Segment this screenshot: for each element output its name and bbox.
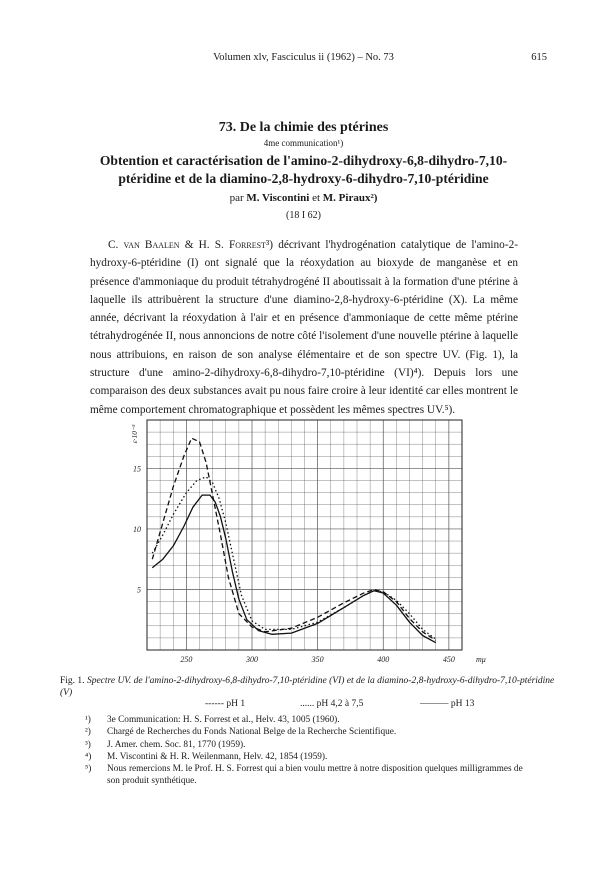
figure-caption xyxy=(60,675,560,699)
footnote-text: Chargé de Recherches du Fonds National Belge de la Recherche Scientifique. xyxy=(107,727,397,738)
author-1: M. Viscontini xyxy=(246,192,310,204)
authors-and: et xyxy=(312,192,321,204)
article-title: 73. De la chimie des ptérines xyxy=(218,120,389,135)
footnote xyxy=(85,739,535,751)
x-tick-label: 300 xyxy=(246,655,258,664)
caption-prefix: Fig. 1. xyxy=(60,676,85,686)
authors-prefix: par xyxy=(229,192,244,204)
y-tick-label: 15 xyxy=(133,464,141,474)
footnotes xyxy=(85,714,535,788)
footnote xyxy=(85,726,535,738)
cited-authors: C. van Baalen & H. S. Forrest³) xyxy=(108,239,274,251)
x-tick-label: 400 xyxy=(377,655,390,664)
footnote-text: M. Viscontini & H. R. Weilenmann, Helv. 42, 1854 (1959). xyxy=(107,751,328,762)
journal-volume: Volumen xlv, Fasciculus ii (1962) – No. 73 xyxy=(213,52,394,63)
paragraph-text: décrivant l'hydrogénation catalytique de l'amino-2-hydroxy-6-ptéridine (I) ont signalé que la réoxydation au bioxyde de manganèse et en présence d'ammoniaque du produit tétrahydrogéné II aboutissait à la formation d'une ptérine à laquelle ils attribuèrent la structure d'une diamino-2,8-hydroxy-6-ptéridine (X). La même année, décrivant la réoxydation à l'air et en présence d'ammoniaque de cette même ptérine tétrahydrogénée II, nous annoncions de notre côté l'isolement d'une nouvelle ptérine à laquelle nous attribuions, en raison de son analyse élémentaire et de son spectre UV. (Fig. 1), la structure d'une amino-2-dihydroxy-6,8-dihydro-7,10-ptéridine (VI)⁴). Depuis lors une comparaison des deux substances avait pu nous faire croire à leur identité car elles montrent le même comportement chromatographique et possèdent les mêmes spectres UV.⁵). xyxy=(90,239,519,416)
footnote-text: J. Amer. chem. Soc. 81, 1770 (1959). xyxy=(107,739,246,750)
series-line-dotted xyxy=(152,477,436,639)
author-2: M. Piraux²) xyxy=(322,192,378,204)
legend-ph1: ------ pH 1 xyxy=(205,699,246,709)
subtitle-line-1: Obtention et caractérisation de l'amino-2-dihydroxy-6,8-dihydro-7,10- xyxy=(99,153,508,168)
x-tick-label: 350 xyxy=(311,655,324,664)
series-line-solid xyxy=(152,495,436,643)
footnote-text: Nous remercions M. le Prof. H. S. Forrest qui a bien voulu mettre à notre disposition quelques milligrammes de son produit synthétique. xyxy=(107,764,523,787)
y-tick-label: 10 xyxy=(133,524,141,534)
legend-ph13: ——— pH 13 xyxy=(420,699,475,709)
footnote-number: ²) xyxy=(85,727,91,738)
x-axis-label: mμ xyxy=(476,655,486,664)
footnote xyxy=(85,751,535,763)
y-tick-label: 5 xyxy=(137,585,141,595)
footnote-number: ³) xyxy=(85,739,91,750)
article-date: (18 I 62) xyxy=(286,210,321,221)
footnote-number: ¹) xyxy=(85,715,91,725)
footnote xyxy=(85,763,535,788)
x-tick-label: 450 xyxy=(442,655,455,664)
footnote-number: ⁵) xyxy=(85,764,92,775)
x-tick-label: 250 xyxy=(180,655,193,664)
page-number: 615 xyxy=(531,52,547,63)
caption-text: Spectre UV. de l'amino-2-dihydroxy-6,8-dihydro-7,10-ptéridine (VI) et de la diamino-2,8-hydroxy-6-dihydro-7,10-ptéridine (V) xyxy=(60,676,555,698)
legend-ph4-7: ...... pH 4,2 à 7,5 xyxy=(300,699,364,709)
footnote-text: 3e Communication: H. S. Forrest et al., Helv. 43, 1005 (1960). xyxy=(107,715,340,725)
footnote xyxy=(85,714,535,726)
y-axis-label: ε·10⁻³ xyxy=(130,424,139,444)
communication-note: 4me communication¹) xyxy=(263,138,344,148)
footnote-number: ⁴) xyxy=(85,751,92,762)
subtitle-line-2: ptéridine et de la diamino-2,8-hydroxy-6-dihydro-7,10-ptéridine xyxy=(118,171,489,186)
